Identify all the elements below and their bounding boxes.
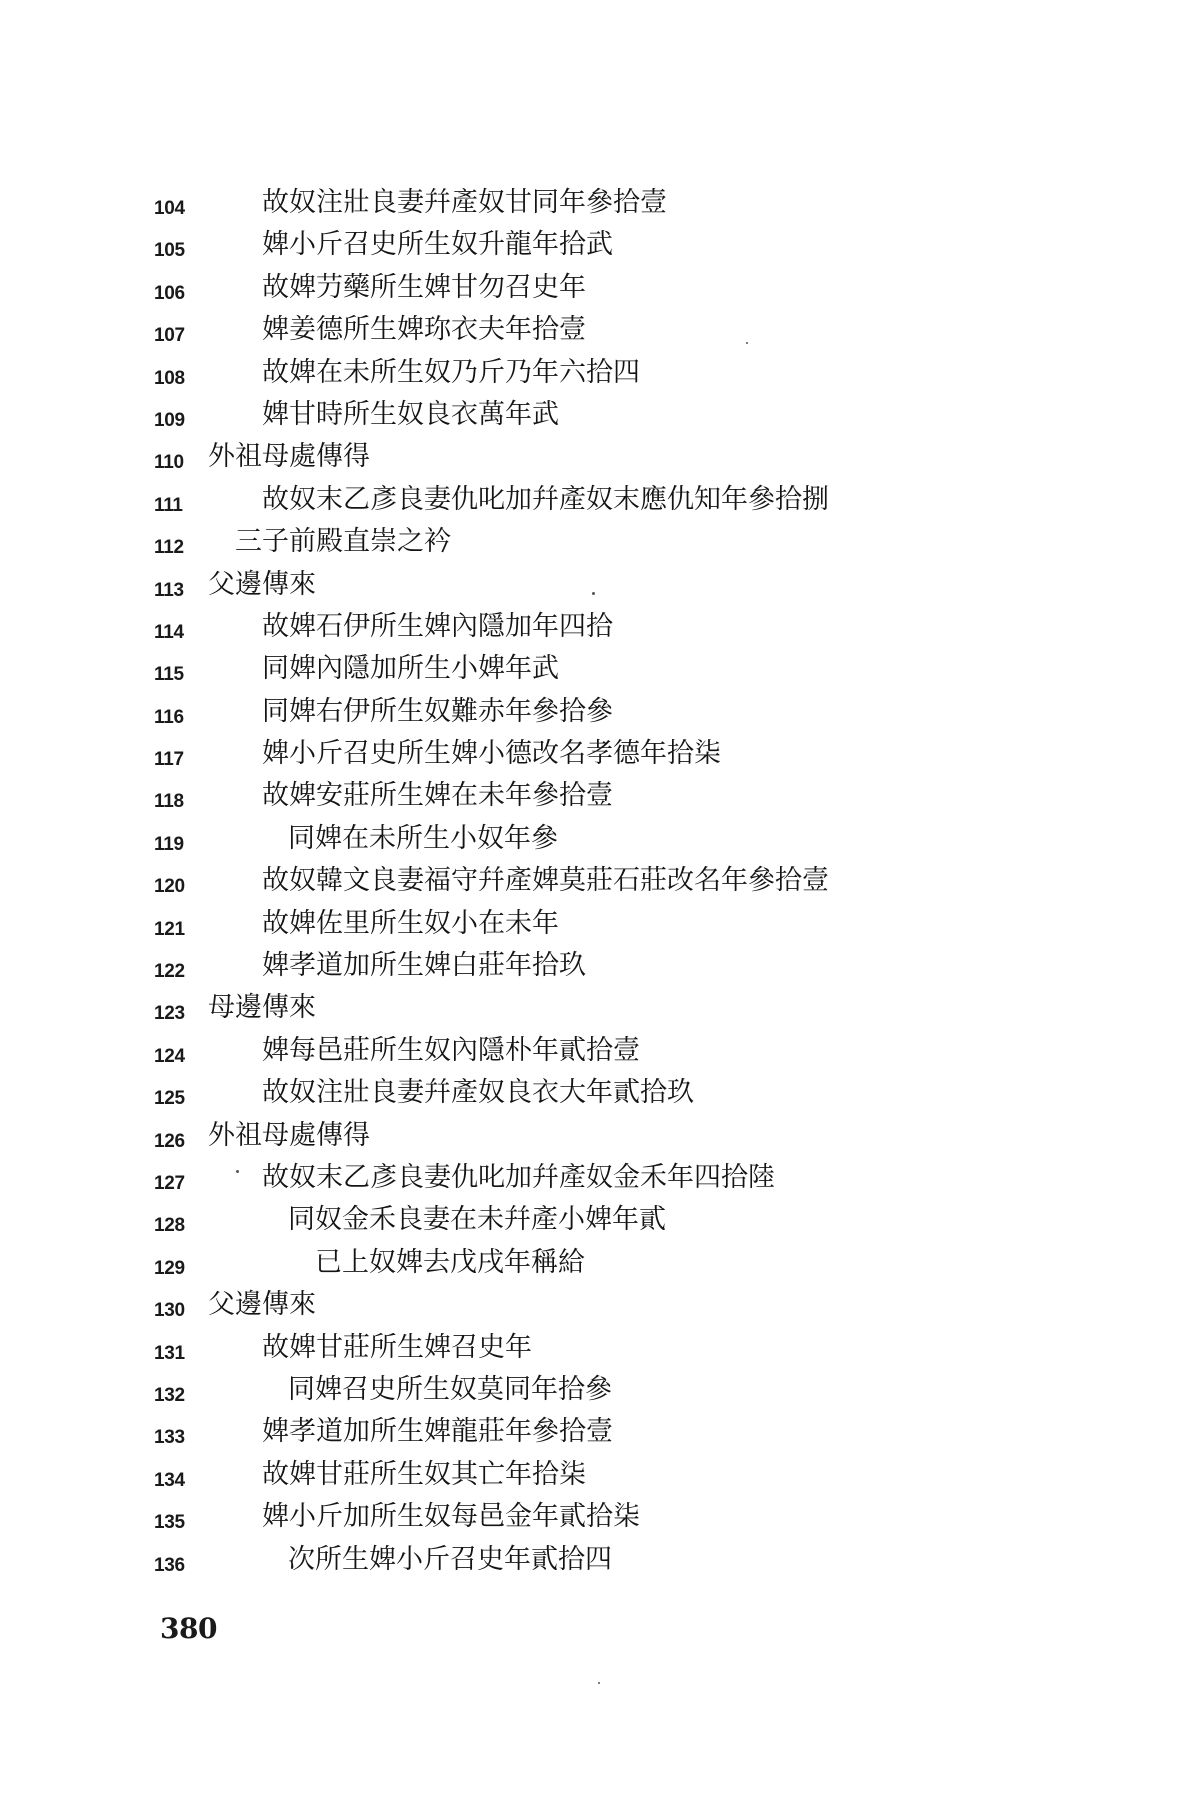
document-line	[0, 822, 1200, 864]
line-number: 117	[154, 749, 184, 771]
document-line	[0, 1288, 1200, 1330]
line-number: 121	[154, 918, 185, 940]
line-text: 故婢甘莊所生婢召史年	[262, 1331, 532, 1363]
line-number: 131	[154, 1342, 185, 1364]
line-text: 婢甘時所生奴良衣萬年武	[262, 398, 559, 430]
line-text: 同婢召史所生奴莫同年拾參	[288, 1373, 612, 1405]
line-text: 外祖母處傳得	[208, 441, 370, 473]
line-text: 婢小斤加所生奴每邑金年貳拾柒	[262, 1501, 640, 1533]
line-text: 同婢在未所生小奴年參	[288, 822, 558, 854]
document-line	[0, 949, 1200, 991]
line-number: 108	[154, 367, 185, 389]
document-line	[0, 610, 1200, 652]
document-line	[0, 186, 1200, 228]
line-number: 126	[154, 1130, 185, 1152]
line-number: 123	[154, 1003, 185, 1025]
line-number: 104	[154, 198, 185, 219]
line-text: 故婢石伊所生婢內隱加年四拾	[262, 610, 613, 642]
document-line	[0, 1119, 1200, 1161]
line-text: 故奴末乙彥良妻仇叱加幷產奴金禾年四拾陸	[262, 1161, 775, 1193]
line-number: 120	[154, 876, 185, 898]
line-text: 故奴末乙彥良妻仇叱加幷產奴末應仇知年參拾捌	[262, 483, 829, 515]
line-number: 125	[154, 1088, 185, 1110]
scan-speck	[236, 1170, 239, 1173]
document-line	[0, 1161, 1200, 1203]
line-text: 故婢芀藥所生婢甘勿召史年	[262, 271, 586, 303]
line-number: 112	[154, 537, 184, 559]
line-text: 三子前殿直崇之衿	[235, 526, 451, 558]
document-line	[0, 695, 1200, 737]
line-text: 同婢內隱加所生小婢年武	[262, 653, 559, 685]
document-line	[0, 1500, 1200, 1542]
line-number: 133	[154, 1427, 185, 1449]
document-line	[0, 440, 1200, 482]
document-line	[0, 652, 1200, 694]
document-line	[0, 1034, 1200, 1076]
document-line	[0, 737, 1200, 779]
line-number: 132	[154, 1384, 185, 1406]
line-text: 故奴韓文良妻福守幷產婢莫莊石莊改名年參拾壹	[262, 865, 829, 897]
document-line	[0, 356, 1200, 398]
text-lines	[0, 186, 1200, 1585]
line-text: 父邊傳來	[208, 1289, 316, 1321]
line-text: 婢孝道加所生婢白莊年拾玖	[262, 950, 586, 982]
line-text: 故婢甘莊所生奴其亡年拾柒	[262, 1458, 586, 1490]
document-line	[0, 1246, 1200, 1288]
line-text: 故奴注壯良妻幷產奴良衣大年貳拾玖	[262, 1077, 694, 1109]
line-text: 婢小斤召史所生婢小德改名孝德年拾柒	[262, 738, 721, 770]
line-text: 婢孝道加所生婢龍莊年參拾壹	[262, 1416, 613, 1448]
document-line	[0, 568, 1200, 610]
line-number: 119	[154, 833, 184, 855]
line-text: 故奴注壯良妻幷產奴甘同年參拾壹	[262, 187, 667, 218]
line-number: 136	[154, 1554, 185, 1576]
line-text: 次所生婢小斤召史年貳拾四	[288, 1543, 612, 1575]
document-line	[0, 1543, 1200, 1585]
document-line	[0, 907, 1200, 949]
line-number: 115	[154, 664, 184, 686]
document-line	[0, 228, 1200, 270]
scan-speck	[592, 592, 595, 595]
line-number: 135	[154, 1512, 185, 1534]
line-text: 故婢佐里所生奴小在未年	[262, 907, 559, 939]
line-text: 故婢安莊所生婢在未年參拾壹	[262, 780, 613, 812]
line-text: 同婢右伊所生奴難赤年參拾參	[262, 695, 613, 727]
scan-speck	[746, 342, 748, 344]
line-number: 122	[154, 961, 185, 983]
line-number: 116	[154, 706, 184, 728]
line-number: 124	[154, 1045, 185, 1067]
document-line	[0, 991, 1200, 1033]
line-number: 113	[154, 579, 184, 601]
document-line	[0, 398, 1200, 440]
document-line	[0, 1415, 1200, 1457]
document-line	[0, 271, 1200, 313]
line-number: 110	[154, 452, 184, 474]
document-line	[0, 1458, 1200, 1500]
document-line	[0, 1373, 1200, 1415]
line-number: 129	[154, 1257, 185, 1279]
line-text: 婢每邑莊所生奴內隱朴年貳拾壹	[262, 1034, 640, 1066]
document-line	[0, 1203, 1200, 1245]
line-number: 130	[154, 1300, 185, 1322]
line-number: 105	[154, 240, 185, 262]
document-line	[0, 1076, 1200, 1118]
line-number: 109	[154, 409, 185, 431]
line-number: 118	[154, 791, 184, 813]
document-line	[0, 525, 1200, 567]
line-number: 127	[154, 1172, 185, 1194]
line-number: 134	[154, 1469, 185, 1491]
line-text: 母邊傳來	[208, 992, 316, 1024]
scan-speck	[598, 1682, 600, 1684]
document-line	[0, 779, 1200, 821]
document-line	[0, 483, 1200, 525]
line-text: 同奴金禾良妻在未幷產小婢年貳	[288, 1204, 666, 1236]
document-line	[0, 864, 1200, 906]
line-text: 外祖母處傳得	[208, 1119, 370, 1151]
line-text: 已上奴婢去戊戌年稱給	[315, 1246, 585, 1278]
line-text: 婢小斤召史所生奴升龍年拾武	[262, 229, 613, 261]
document-line	[0, 313, 1200, 355]
line-number: 107	[154, 325, 185, 347]
line-text: 父邊傳來	[208, 568, 316, 600]
line-number: 111	[154, 494, 183, 516]
line-text: 婢姜德所生婢珎衣夫年拾壹	[262, 314, 586, 346]
line-number: 114	[154, 621, 184, 643]
line-text: 故婢在未所生奴乃斤乃年六拾四	[262, 356, 640, 388]
document-line	[0, 1331, 1200, 1373]
line-number: 106	[154, 282, 185, 304]
page-number: 380	[160, 1612, 217, 1645]
line-number: 128	[154, 1215, 185, 1237]
